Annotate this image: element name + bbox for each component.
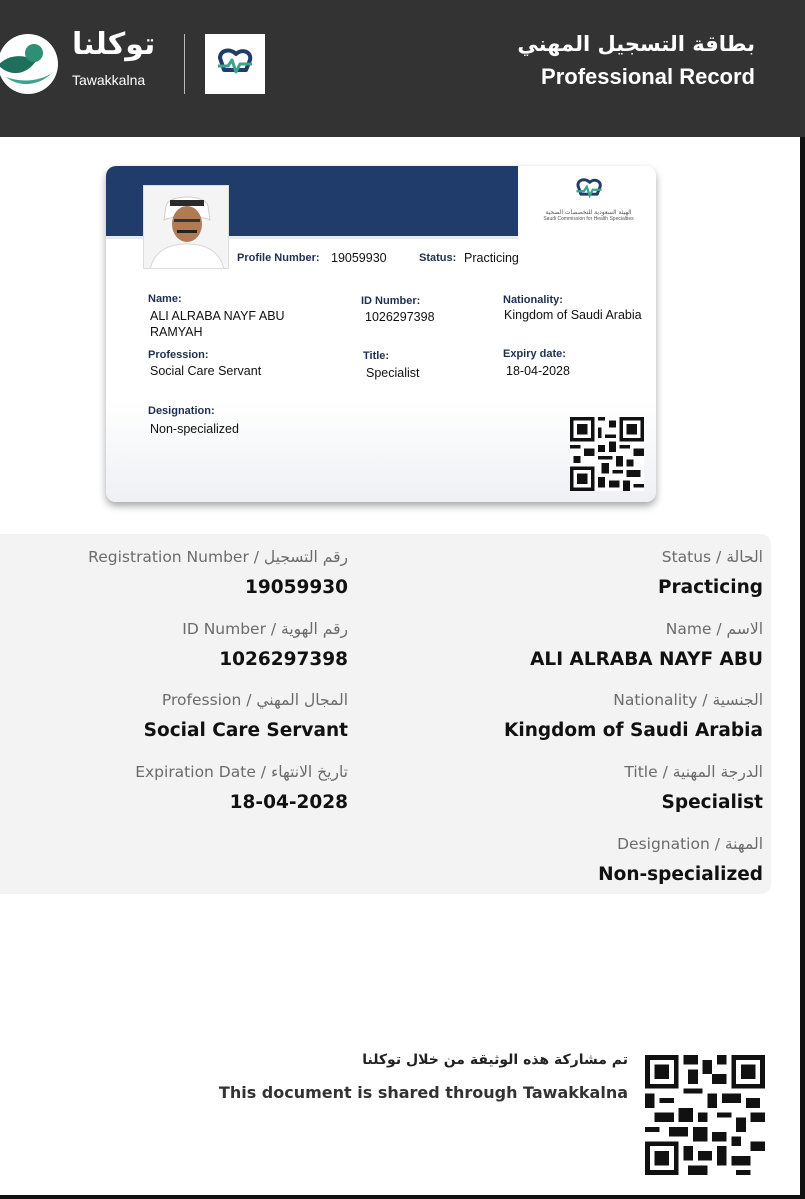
profession-label: Profession / المجال المهني <box>161 691 348 709</box>
id-number-value: 1026297398 <box>219 649 348 670</box>
card-id-label: ID Number: <box>361 295 421 307</box>
registration-number-value: 19059930 <box>245 577 348 598</box>
card-title-label: Title: <box>363 350 390 362</box>
expiration-date-value: 18-04-2028 <box>229 792 348 813</box>
issuer-name-arabic: الهيئة السعودية للتخصصات الصحية <box>545 209 632 216</box>
qr-code-icon <box>645 1055 765 1175</box>
shared-notice: This document is shared through Tawakkalna <box>218 1083 628 1102</box>
health-commission-icon <box>572 176 606 202</box>
id-number-label: ID Number / رقم الهوية <box>182 620 348 638</box>
profile-number-label: Profile Number: <box>237 252 320 264</box>
card-nationality-value: Kingdom of Saudi Arabia <box>504 308 642 322</box>
card-title-value: Specialist <box>366 366 420 380</box>
profile-photo <box>143 185 229 269</box>
screen-edge-bottom <box>0 1195 805 1199</box>
health-commission-icon <box>212 44 258 84</box>
card-status-value: Practicing <box>464 251 519 265</box>
card-designation-label: Designation: <box>148 405 215 417</box>
card-qr-code-icon <box>569 417 645 491</box>
card-issuer-logo <box>531 176 646 232</box>
card-expiry-value: 18-04-2028 <box>506 364 570 378</box>
card-name-line1: ALI ALRABA NAYF ABU <box>150 309 285 323</box>
card-profession-label: Profession: <box>148 349 209 361</box>
designation-label: Designation / المهنة <box>617 835 763 853</box>
expiration-date-label: Expiration Date / تاريخ الانتهاء <box>135 763 348 781</box>
card-nationality-label: Nationality: <box>503 294 563 306</box>
tawakkalna-logo-icon <box>0 33 62 95</box>
header-divider <box>184 34 185 94</box>
card-status-label: Status: <box>419 252 457 264</box>
professional-id-card <box>106 166 656 502</box>
shared-notice-arabic: تم مشاركة هذه الوثيقة من خلال توكلنا <box>362 1052 628 1068</box>
name-value: ALI ALRABA NAYF ABU <box>530 649 763 670</box>
page-title-arabic: بطاقة التسجيل المهني <box>517 32 755 56</box>
title-value: Specialist <box>661 792 763 813</box>
card-designation-value: Non-specialized <box>150 422 239 436</box>
nationality-value: Kingdom of Saudi Arabia <box>504 720 763 741</box>
status-value: Practicing <box>657 577 763 598</box>
card-name-line2: RAMYAH <box>150 325 203 339</box>
profile-number-value: 19059930 <box>331 251 387 265</box>
card-expiry-label: Expiry date: <box>503 348 566 360</box>
app-header <box>0 0 805 137</box>
registration-number-label: Registration Number / رقم التسجيل <box>88 548 348 566</box>
profession-value: Social Care Servant <box>143 720 348 741</box>
name-label: Name / الاسم <box>665 620 763 638</box>
card-id-value: 1026297398 <box>365 310 435 324</box>
status-label: Status / الحالة <box>661 548 763 566</box>
nationality-label: Nationality / الجنسية <box>613 691 763 709</box>
brand-name-arabic: توكلنا <box>72 27 156 62</box>
brand-name-english: Tawakkalna <box>72 72 146 88</box>
card-profession-value: Social Care Servant <box>150 364 262 378</box>
title-label: Title / الدرجة المهنية <box>624 763 763 781</box>
scfhs-logo <box>205 34 265 94</box>
card-name-label: Name: <box>148 293 182 305</box>
issuer-name-english: Saudi Commission for Health Specialties <box>543 215 634 222</box>
page-title: Professional Record <box>541 64 755 89</box>
person-photo-icon <box>144 186 229 269</box>
screen-edge-right <box>800 137 805 1199</box>
designation-value: Non-specialized <box>598 864 763 885</box>
